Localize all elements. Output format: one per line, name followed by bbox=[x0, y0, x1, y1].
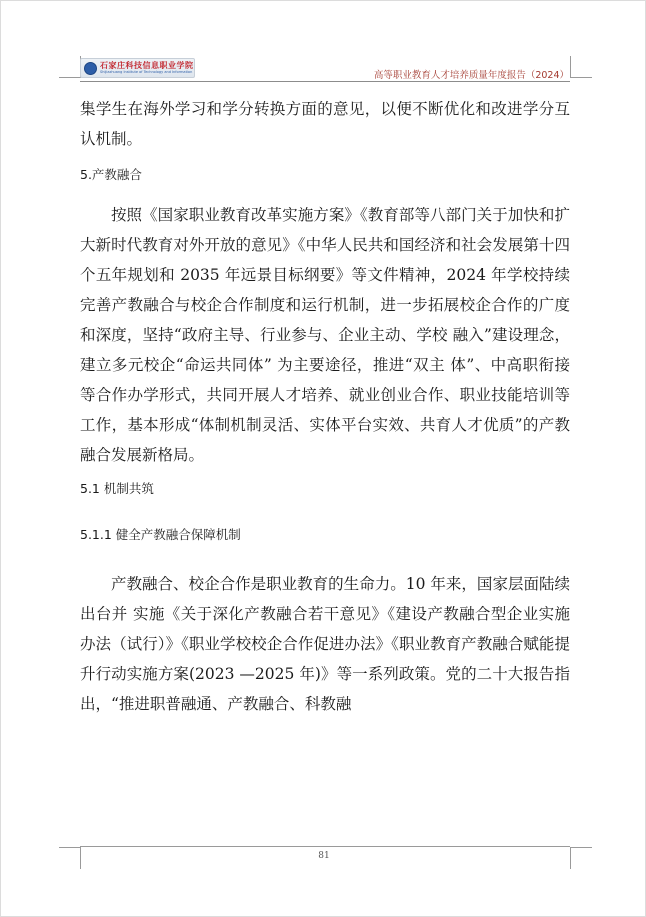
logo-chinese-name: 石家庄科技信息职业学院 bbox=[100, 60, 194, 70]
footer-divider bbox=[80, 846, 570, 847]
crop-mark-top-right-h bbox=[570, 77, 592, 78]
crop-mark-bottom-left-h bbox=[59, 847, 81, 848]
logo-text bbox=[100, 62, 194, 75]
crop-mark-bottom-right-h bbox=[570, 847, 592, 848]
logo-english-name: Shijiazhuang Institute of Technology and Information bbox=[100, 69, 193, 74]
school-emblem-icon bbox=[84, 62, 97, 75]
paragraph-mechanism: 产教融合、校企合作是职业教育的生命力。10 年来，国家层面陆续出台并 实施《关于深化产教融合若干意见》《建设产教融合型企业实施办法（试行）》《职业学校校企合作促进办法》《职业教育产教融合赋能提升行动实施方案(2023 —2025 年)》等一系列政策。党的二十大报告指出，“推进职普融通、产教融合、科教融 bbox=[80, 575, 570, 713]
crop-mark-top-left-h bbox=[59, 77, 81, 78]
section-heading-5-1: 5.1 机制共筑 bbox=[80, 481, 154, 496]
school-logo bbox=[80, 58, 195, 78]
page-content bbox=[80, 94, 570, 719]
crop-mark-top-right-v bbox=[570, 56, 571, 78]
page-number: 81 bbox=[318, 851, 330, 861]
section-heading-5: 5.产教融合 bbox=[80, 167, 142, 182]
paragraph-continued: 集学生在海外学习和学分转换方面的意见，以便不断优化和改进学分互认机制。 bbox=[80, 100, 570, 148]
section-heading-5-1-1: 5.1.1 健全产教融合保障机制 bbox=[80, 527, 241, 542]
report-title: 高等职业教育人才培养质量年度报告（2024） bbox=[373, 70, 569, 81]
header-divider bbox=[80, 81, 570, 82]
paragraph-industry-education: 按照《国家职业教育改革实施方案》《教育部等八部门关于加快和扩大新时代教育对外开放的意见》《中华人民共和国经济和社会发展第十四个五年规划和 2035 年远景目标纲要》等文件精神，2024 年学校持续完善产教融合与校企合作制度和运行机制，进一步拓展校企合作的广度和深度，坚持“政府主导、行业参与、企业主动、学校 融入”建设理念，建立多元校企“命运共同体” 为主要途径，推进“双主 体”、中高职衔接等合作办学形式，共同开展人才培养、就业创业合作、职业技能培训等工作，基本形成“体制机制灵活、实体平台实效、共育人才优质”的产教融合发展新格局。 bbox=[80, 206, 570, 464]
